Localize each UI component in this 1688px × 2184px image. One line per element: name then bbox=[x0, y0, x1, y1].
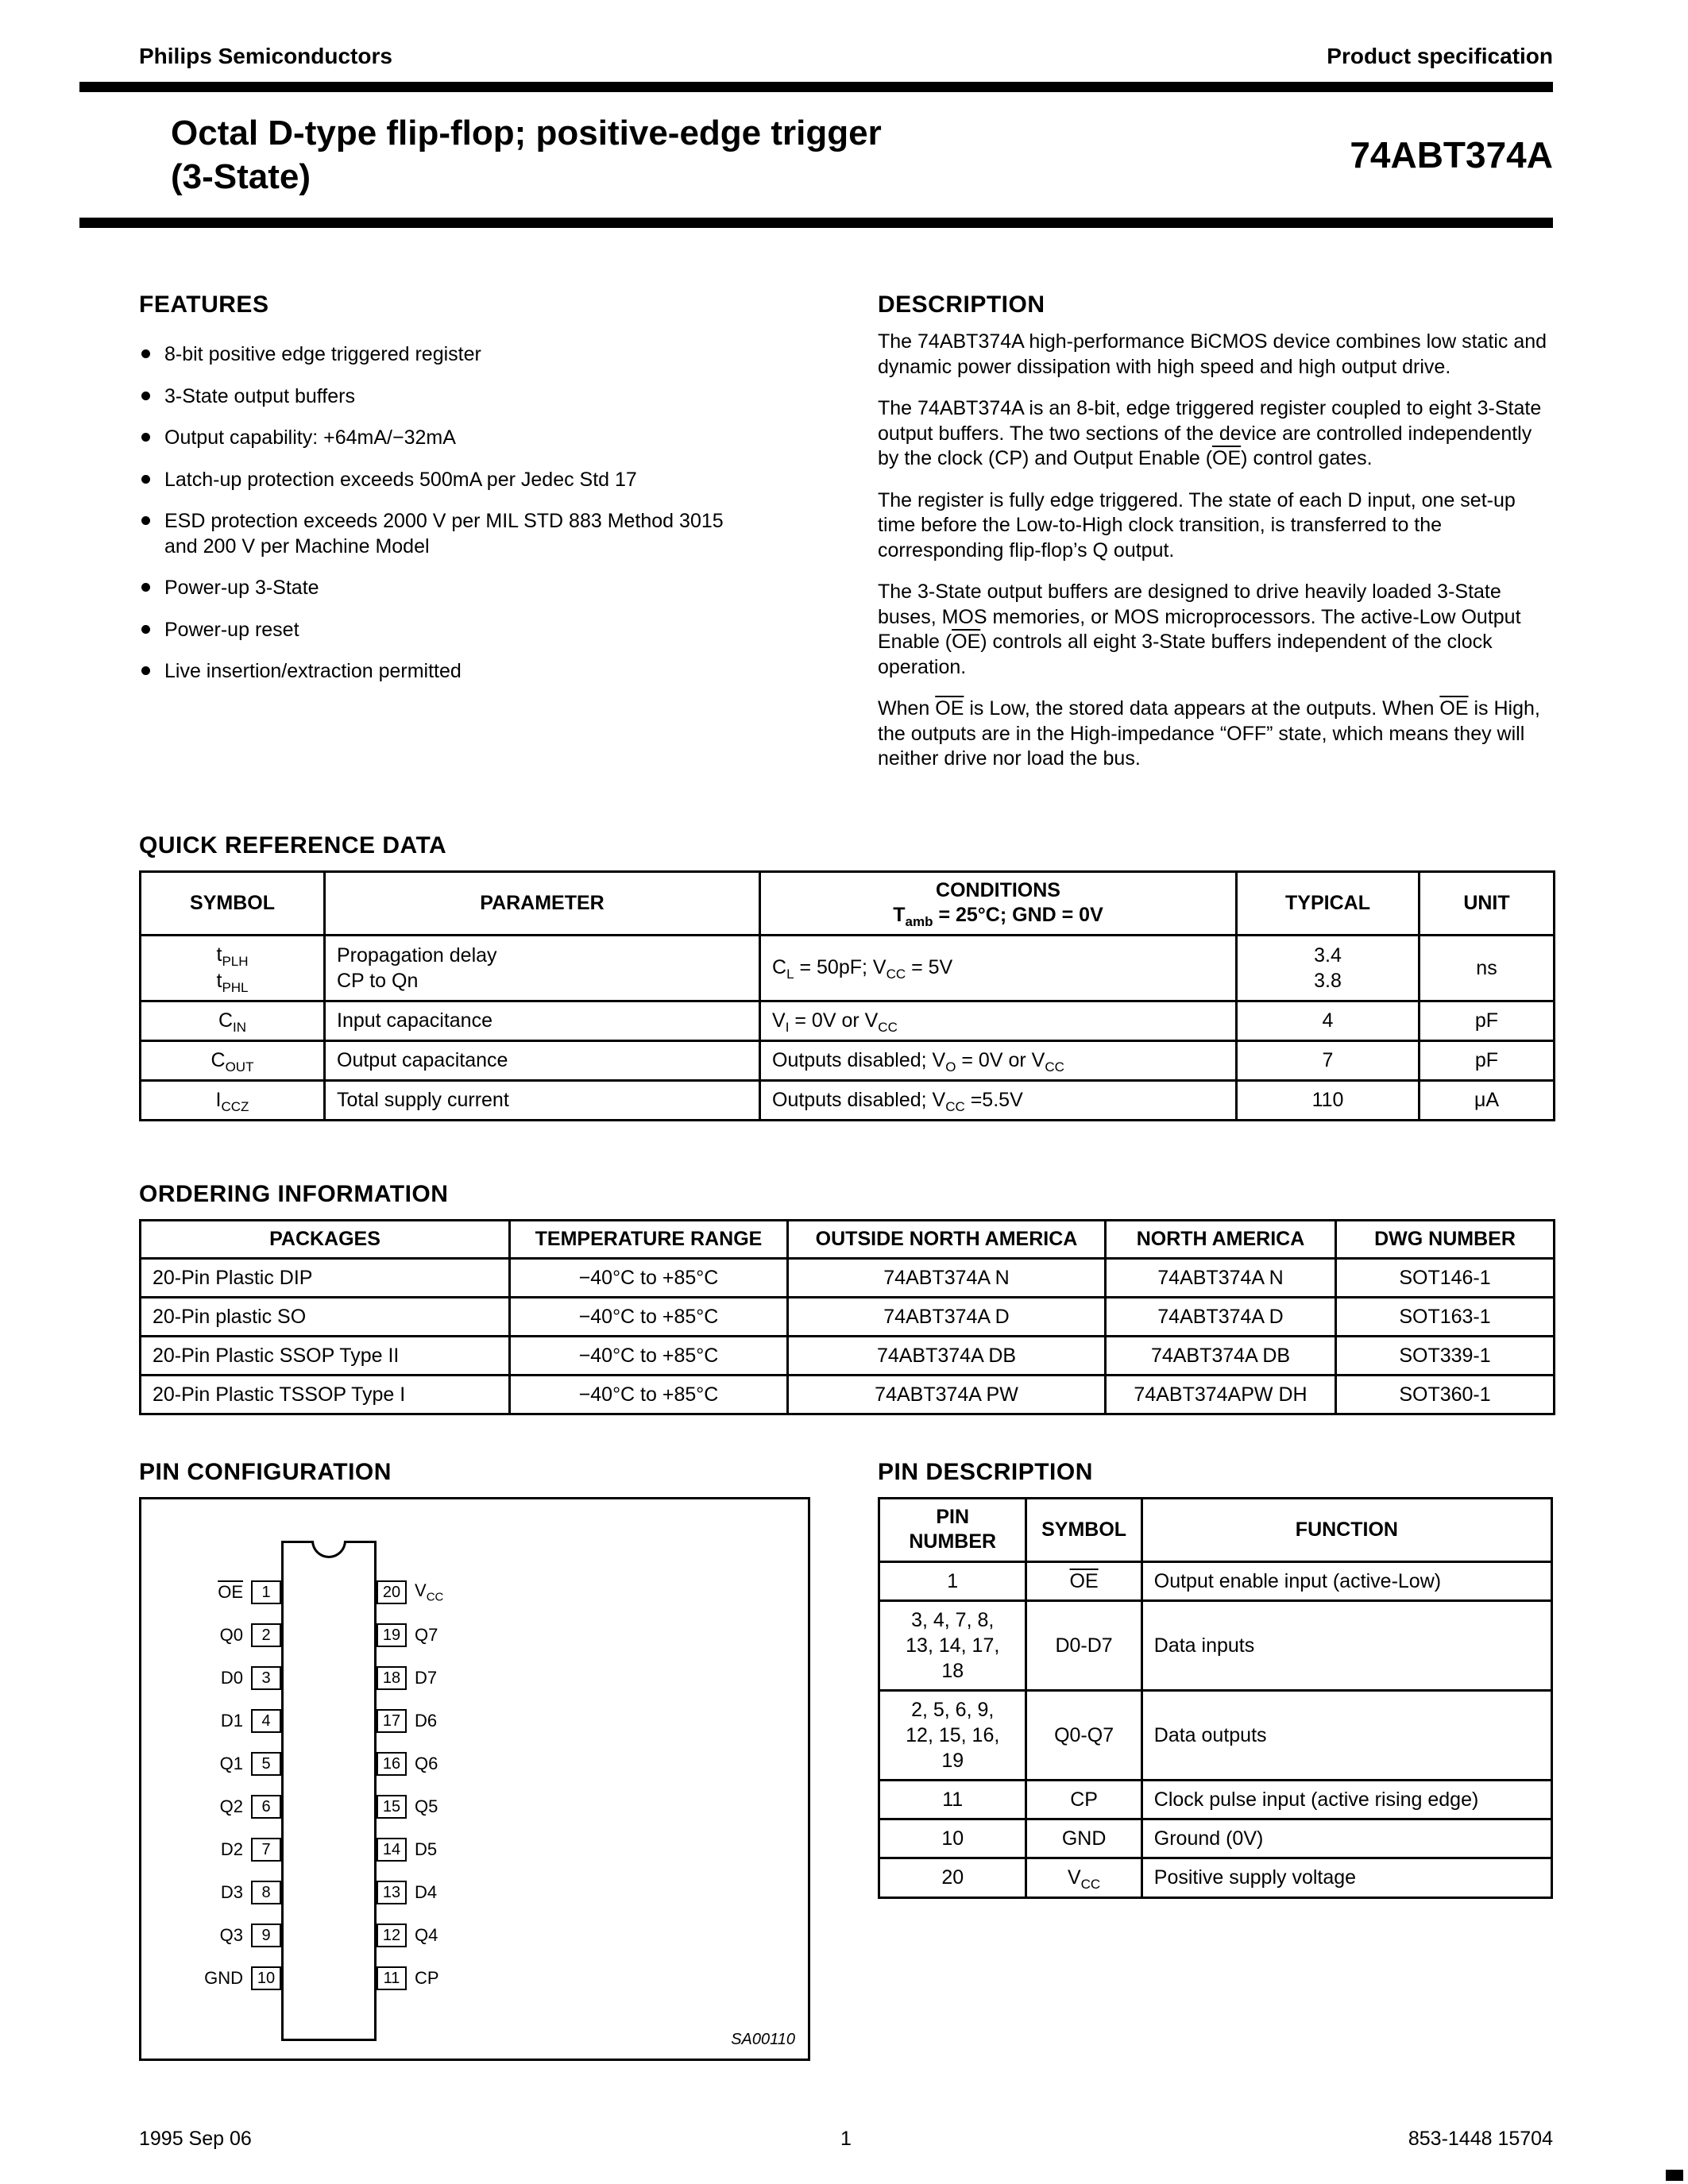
conditions-cell: Outputs disabled; $V_{CC} =5.5V$ bbox=[760, 1080, 1237, 1120]
symbol-cell: $C_{OUT}$ bbox=[141, 1040, 325, 1080]
description-paragraph: When $\overline{OE}$ is Low, the stored data appears at the outputs. When $\overline{OE}$ is High, the outputs are in the High-impedance “OFF” state, which means they will neither drive nor load the bus. bbox=[878, 697, 1540, 770]
pin-label: D5 bbox=[415, 1839, 438, 1859]
pin-number: 10 bbox=[251, 1966, 281, 1990]
description-paragraph: The register is fully edge triggered. The state of each D input, one set-up time before the Low-to-High clock transition, is transferred to the corresponding flip-flop’s Q output. bbox=[878, 488, 1516, 561]
pin-section bbox=[139, 1459, 1553, 2061]
pin-label: D0 bbox=[220, 1668, 243, 1688]
table-row bbox=[879, 1780, 1552, 1819]
symbol-cell: GND bbox=[1026, 1819, 1141, 1858]
pin-number: 2 bbox=[251, 1623, 281, 1647]
pin-description-table bbox=[878, 1497, 1553, 1899]
description-column bbox=[878, 291, 1553, 789]
function-cell: Ground (0V) bbox=[1141, 1819, 1551, 1858]
ordering-header-dwg: DWG NUMBER bbox=[1336, 1220, 1555, 1258]
conditions-cell: $V_I = 0V$ or $V_{CC}$ bbox=[760, 1001, 1237, 1040]
qrd-header-parameter: PARAMETER bbox=[325, 871, 760, 935]
pin-row bbox=[173, 1871, 281, 1914]
pin-row bbox=[173, 1957, 281, 2000]
table-row bbox=[879, 1690, 1552, 1780]
function-cell: Output enable input (active-Low) bbox=[1141, 1561, 1551, 1600]
typical-cell: 110 bbox=[1237, 1080, 1420, 1120]
pin-row bbox=[377, 1700, 443, 1742]
top-rule bbox=[79, 82, 1553, 92]
features-description-section bbox=[139, 291, 1553, 789]
temperature-cell: −40°C to +85°C bbox=[510, 1337, 788, 1376]
feature-item: 8-bit positive edge triggered register bbox=[139, 342, 751, 368]
conditions-cell: $C_L = 50pF$; $V_{CC} = 5V$ bbox=[760, 935, 1237, 1001]
pin-number: 20 bbox=[377, 1580, 407, 1604]
document-header bbox=[139, 44, 1553, 69]
scan-corner-mark bbox=[1666, 2170, 1683, 2181]
title-line-2: (3-State) bbox=[171, 157, 311, 196]
ordering-header-temperature: TEMPERATURE RANGE bbox=[510, 1220, 788, 1258]
pin-label: $\overline{OE}$ bbox=[218, 1582, 243, 1602]
na-cell: 74ABT374A D bbox=[1106, 1298, 1336, 1337]
spec-type: Product specification bbox=[1327, 44, 1553, 68]
outside-na-cell: 74ABT374A DB bbox=[788, 1337, 1106, 1376]
package-cell: 20-Pin Plastic DIP bbox=[141, 1259, 510, 1298]
pin-label: D7 bbox=[415, 1668, 438, 1688]
table-row bbox=[879, 1600, 1552, 1690]
outside-na-cell: 74ABT374A N bbox=[788, 1259, 1106, 1298]
function-cell: Data outputs bbox=[1141, 1690, 1551, 1780]
pin-description-heading: PIN DESCRIPTION bbox=[878, 1459, 1093, 1485]
document-title bbox=[171, 111, 882, 199]
pin-label: D3 bbox=[220, 1882, 243, 1902]
features-heading: FEATURES bbox=[139, 291, 269, 318]
feature-item: ESD protection exceeds 2000 V per MIL STD 883 Method 3015 and 200 V per Machine Model bbox=[139, 509, 751, 559]
package-cell: 20-Pin Plastic TSSOP Type I bbox=[141, 1376, 510, 1414]
pin-configuration-heading: PIN CONFIGURATION bbox=[139, 1459, 392, 1485]
pindesc-header-number: PIN NUMBER bbox=[879, 1499, 1026, 1562]
pin-label: Q6 bbox=[415, 1754, 438, 1773]
pin-description-column bbox=[878, 1459, 1553, 2061]
description-paragraph: The 74ABT374A is an 8-bit, edge triggered register coupled to eight 3-State output buffers. The two sections of the device are controlled independently by the clock (CP) and Output Enable $(\overline{OE})$ control gates. bbox=[878, 397, 1542, 469]
pin-number: 4 bbox=[251, 1709, 281, 1733]
pin-row bbox=[173, 1785, 281, 1828]
dip-left-pins bbox=[173, 1541, 281, 2041]
ordering-table bbox=[139, 1219, 1555, 1415]
pin-configuration-diagram bbox=[139, 1497, 810, 2061]
pin-row bbox=[173, 1828, 281, 1871]
table-row bbox=[141, 1259, 1555, 1298]
footer-date: 1995 Sep 06 bbox=[139, 2128, 252, 2150]
document-footer bbox=[139, 2128, 1553, 2151]
feature-item: Latch-up protection exceeds 500mA per Jedec Std 17 bbox=[139, 468, 751, 493]
table-row bbox=[879, 1561, 1552, 1600]
pin-row bbox=[173, 1700, 281, 1742]
pin-label: Q5 bbox=[415, 1796, 438, 1816]
symbol-cell: $\overline{OE}$ bbox=[1026, 1561, 1141, 1600]
pin-number: 18 bbox=[377, 1666, 407, 1690]
temperature-cell: −40°C to +85°C bbox=[510, 1259, 788, 1298]
footer-document-code: 853-1448 15704 bbox=[1408, 2128, 1553, 2150]
pin-number: 13 bbox=[377, 1881, 407, 1904]
pin-row bbox=[377, 1614, 443, 1657]
table-header-row bbox=[141, 871, 1555, 935]
feature-item: Output capability: +64mA/−32mA bbox=[139, 426, 751, 451]
ordering-header-outside-na: OUTSIDE NORTH AMERICA bbox=[788, 1220, 1106, 1258]
typical-cell: 3.4 3.8 bbox=[1237, 935, 1420, 1001]
parameter-cell: Output capacitance bbox=[325, 1040, 760, 1080]
unit-cell: pF bbox=[1420, 1001, 1555, 1040]
ic-body bbox=[281, 1541, 377, 2041]
unit-cell: μA bbox=[1420, 1080, 1555, 1120]
title-rule bbox=[79, 218, 1553, 228]
ordering-heading: ORDERING INFORMATION bbox=[139, 1180, 449, 1207]
qrd-header-symbol: SYMBOL bbox=[141, 871, 325, 935]
pin-number: 8 bbox=[251, 1881, 281, 1904]
qrd-header-unit: UNIT bbox=[1420, 871, 1555, 935]
title-line-1: Octal D-type flip-flop; positive-edge trigger bbox=[171, 114, 882, 152]
qrd-header-conditions: CONDITIONS $T_{amb} = 25^\circ C$; GND = 0V bbox=[760, 871, 1237, 935]
pin-number-cell: 1 bbox=[879, 1561, 1026, 1600]
pin-label: Q7 bbox=[415, 1625, 438, 1645]
pin-number: 14 bbox=[377, 1838, 407, 1862]
description-heading: DESCRIPTION bbox=[878, 291, 1045, 318]
page-number: 1 bbox=[840, 2128, 852, 2150]
pin-row bbox=[377, 1828, 443, 1871]
pin-row bbox=[173, 1657, 281, 1700]
package-cell: 20-Pin Plastic SSOP Type II bbox=[141, 1337, 510, 1376]
table-row bbox=[141, 1337, 1555, 1376]
pin-label: CP bbox=[415, 1968, 439, 1988]
na-cell: 74ABT374A N bbox=[1106, 1259, 1336, 1298]
pin-row bbox=[173, 1914, 281, 1957]
pin-number-cell: 11 bbox=[879, 1780, 1026, 1819]
quick-reference-section bbox=[139, 832, 1553, 1121]
symbol-cell: $t_{PLH}$ $t_{PHL}$ bbox=[141, 935, 325, 1001]
table-header-row bbox=[879, 1499, 1552, 1562]
dip-package bbox=[173, 1541, 808, 2041]
function-cell: Data inputs bbox=[1141, 1600, 1551, 1690]
symbol-cell: Q0-Q7 bbox=[1026, 1690, 1141, 1780]
pin-label: D2 bbox=[220, 1839, 243, 1859]
pin-number: 12 bbox=[377, 1924, 407, 1947]
package-cell: 20-Pin plastic SO bbox=[141, 1298, 510, 1337]
pin-row bbox=[377, 1957, 443, 2000]
pin-row bbox=[377, 1571, 443, 1614]
pin-number: 15 bbox=[377, 1795, 407, 1819]
pin-number: 5 bbox=[251, 1752, 281, 1776]
dwg-cell: SOT360-1 bbox=[1336, 1376, 1555, 1414]
part-number: 74ABT374A bbox=[1350, 134, 1553, 176]
pin-number-cell: 10 bbox=[879, 1819, 1026, 1858]
pin-number: 19 bbox=[377, 1623, 407, 1647]
symbol-cell: $V_{CC}$ bbox=[1026, 1858, 1141, 1897]
pin-label: $V_{CC}$ bbox=[415, 1580, 444, 1604]
pin-label: Q4 bbox=[415, 1925, 438, 1945]
pin-number: 6 bbox=[251, 1795, 281, 1819]
symbol-cell: $I_{CCZ}$ bbox=[141, 1080, 325, 1120]
parameter-cell: Propagation delay CP to Qn bbox=[325, 935, 760, 1001]
table-row bbox=[141, 1001, 1555, 1040]
quick-reference-heading: QUICK REFERENCE DATA bbox=[139, 832, 447, 859]
dip-right-pins bbox=[377, 1541, 443, 2041]
pin-number-cell: 20 bbox=[879, 1858, 1026, 1897]
pin-label: Q3 bbox=[219, 1925, 243, 1945]
unit-cell: ns bbox=[1420, 935, 1555, 1001]
pin-row bbox=[173, 1571, 281, 1614]
table-header-row bbox=[141, 1220, 1555, 1258]
outside-na-cell: 74ABT374A PW bbox=[788, 1376, 1106, 1414]
table-row bbox=[141, 1376, 1555, 1414]
pin-number: 17 bbox=[377, 1709, 407, 1733]
table-row bbox=[141, 1080, 1555, 1120]
qrd-header-typical: TYPICAL bbox=[1237, 871, 1420, 935]
function-cell: Positive supply voltage bbox=[1141, 1858, 1551, 1897]
table-row bbox=[141, 1040, 1555, 1080]
table-row bbox=[879, 1819, 1552, 1858]
pin-number: 3 bbox=[251, 1666, 281, 1690]
pin-label: Q0 bbox=[219, 1625, 243, 1645]
pin-number: 9 bbox=[251, 1924, 281, 1947]
function-cell: Clock pulse input (active rising edge) bbox=[1141, 1780, 1551, 1819]
pin-number-cell: 2, 5, 6, 9, 12, 15, 16, 19 bbox=[879, 1690, 1026, 1780]
typical-cell: 4 bbox=[1237, 1001, 1420, 1040]
pin-row bbox=[377, 1657, 443, 1700]
pin-number: 1 bbox=[251, 1580, 281, 1604]
dwg-cell: SOT146-1 bbox=[1336, 1259, 1555, 1298]
features-column bbox=[139, 291, 751, 789]
pin-number: 11 bbox=[377, 1966, 407, 1990]
description-paragraph: The 3-State output buffers are designed to drive heavily loaded 3-State buses, MOS memories, or MOS microprocessors. The active-Low Output Enable $(\overline{OE})$ controls all eight 3-State buffers independent of the clock operation. bbox=[878, 581, 1521, 678]
quick-reference-table bbox=[139, 870, 1555, 1121]
pin-row bbox=[173, 1614, 281, 1657]
ordering-header-na: NORTH AMERICA bbox=[1106, 1220, 1336, 1258]
vendor-name: Philips Semiconductors bbox=[139, 44, 392, 68]
pin-number-cell: 3, 4, 7, 8, 13, 14, 17, 18 bbox=[879, 1600, 1026, 1690]
pindesc-header-function: FUNCTION bbox=[1141, 1499, 1551, 1562]
table-row bbox=[141, 935, 1555, 1001]
symbol-cell: D0-D7 bbox=[1026, 1600, 1141, 1690]
ordering-section bbox=[139, 1181, 1553, 1415]
table-row bbox=[141, 1298, 1555, 1337]
pin-label: D6 bbox=[415, 1711, 438, 1731]
dwg-cell: SOT339-1 bbox=[1336, 1337, 1555, 1376]
feature-item: Power-up 3-State bbox=[139, 576, 751, 601]
symbol-cell: $C_{IN}$ bbox=[141, 1001, 325, 1040]
temperature-cell: −40°C to +85°C bbox=[510, 1376, 788, 1414]
pin-label: D1 bbox=[220, 1711, 243, 1731]
feature-item: Live insertion/extraction permitted bbox=[139, 659, 751, 685]
parameter-cell: Input capacitance bbox=[325, 1001, 760, 1040]
feature-item: 3-State output buffers bbox=[139, 384, 751, 410]
ordering-header-packages: PACKAGES bbox=[141, 1220, 510, 1258]
pin-label: Q1 bbox=[219, 1754, 243, 1773]
description-paragraph: The 74ABT374A high-performance BiCMOS device combines low static and dynamic power dissipation with high speed and high output drive. bbox=[878, 330, 1547, 378]
temperature-cell: −40°C to +85°C bbox=[510, 1298, 788, 1337]
pin-row bbox=[377, 1914, 443, 1957]
pin-configuration-column bbox=[139, 1459, 810, 2061]
table-row bbox=[879, 1858, 1552, 1897]
pin-row bbox=[377, 1871, 443, 1914]
pin-row bbox=[377, 1742, 443, 1785]
symbol-cell: CP bbox=[1026, 1780, 1141, 1819]
pin-number: 16 bbox=[377, 1752, 407, 1776]
pin-label: Q2 bbox=[219, 1796, 243, 1816]
unit-cell: pF bbox=[1420, 1040, 1555, 1080]
na-cell: 74ABT374APW DH bbox=[1106, 1376, 1336, 1414]
pin-row bbox=[377, 1785, 443, 1828]
diagram-reference: SA00110 bbox=[731, 2031, 795, 2048]
conditions-cell: Outputs disabled; $V_O = 0V$ or $V_{CC}$ bbox=[760, 1040, 1237, 1080]
pin-number: 7 bbox=[251, 1838, 281, 1862]
features-list bbox=[139, 342, 751, 685]
pin-label: D4 bbox=[415, 1882, 438, 1902]
pin-label: GND bbox=[204, 1968, 243, 1988]
title-block bbox=[139, 92, 1553, 218]
outside-na-cell: 74ABT374A D bbox=[788, 1298, 1106, 1337]
dwg-cell: SOT163-1 bbox=[1336, 1298, 1555, 1337]
typical-cell: 7 bbox=[1237, 1040, 1420, 1080]
pin-row bbox=[173, 1742, 281, 1785]
na-cell: 74ABT374A DB bbox=[1106, 1337, 1336, 1376]
parameter-cell: Total supply current bbox=[325, 1080, 760, 1120]
feature-item: Power-up reset bbox=[139, 618, 751, 643]
pindesc-header-symbol: SYMBOL bbox=[1026, 1499, 1141, 1562]
pin1-notch-icon bbox=[311, 1541, 346, 1558]
